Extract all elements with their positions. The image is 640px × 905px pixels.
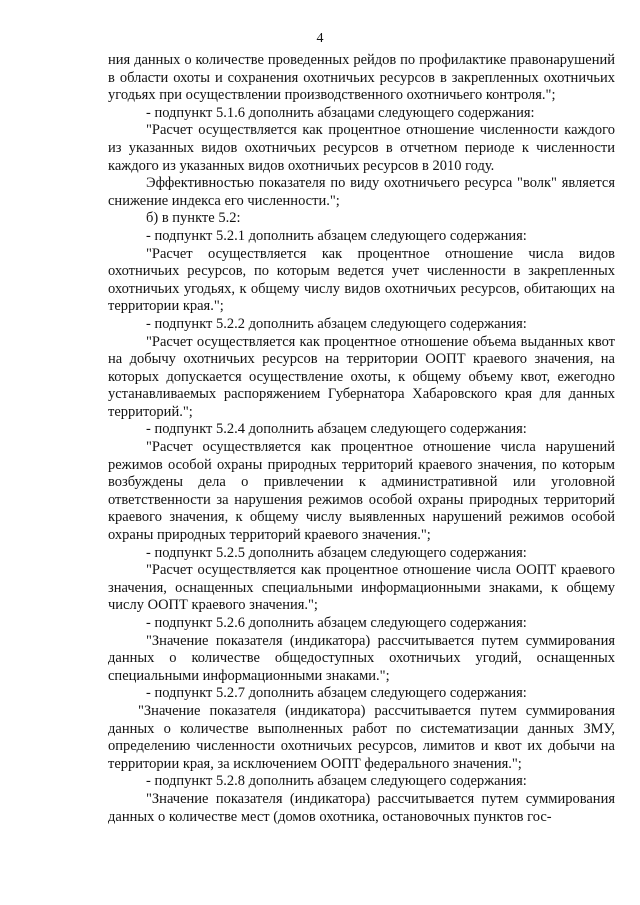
paragraph: "Расчет осуществляется как процентное отношение объема выданных квот на добычу охотничьих ресурсов на территории ООПТ краевого значения, на которых допускается осуществление охоты, к общему объему квот, ежегодно устанавливаемых распоряжением Губернатора Хабаровского края для данных территорий."; xyxy=(108,333,615,420)
paragraph: "Значение показателя (индикатора) рассчитывается путем суммирования данных о количестве выполненных работ по систематизации данных ЗМУ, определению численности охотничьих ресурсов, лимитов и квот их добычи на территории края, за исключением ООПТ федерального значения."; xyxy=(108,702,615,772)
paragraph: - подпункт 5.2.4 дополнить абзацем следующего содержания: xyxy=(146,421,527,438)
paragraph: - подпункт 5.2.2 дополнить абзацем следующего содержания: xyxy=(146,315,527,332)
paragraph: - подпункт 5.2.5 дополнить абзацем следующего содержания: xyxy=(146,544,527,561)
page-number: 4 xyxy=(316,31,324,46)
document-body xyxy=(108,52,615,826)
paragraph: "Расчет осуществляется как процентное отношение числа ООПТ краевого значения, оснащенных специальными информационными знаками, к общему числу ООПТ краевого значения."; xyxy=(108,562,615,614)
paragraph: - подпункт 5.2.1 дополнить абзацем следующего содержания: xyxy=(146,227,527,244)
paragraph: "Значение показателя (индикатора) рассчитывается путем суммирования данных о количестве общедоступных охотничьих угодий, оснащенных специальными информационными знаками."; xyxy=(108,632,615,684)
paragraph: "Расчет осуществляется как процентное отношение числа нарушений режимов особой охраны природных территорий краевого значения, по которым возбуждены дела о привлечении к административной или уголовной ответственности за нарушения режимов особой охраны природных территорий краевого значения, к общему числу выявленных нарушений режимов особой охраны природных территорий краевого значения."; xyxy=(108,439,615,544)
paragraph: Эффективностью показателя по виду охотничьего ресурса "волк" является снижение индекса его численности."; xyxy=(108,175,615,209)
paragraph: "Значение показателя (индикатора) рассчитывается путем суммирования данных о количестве мест (домов охотника, остановочных пунктов гос- xyxy=(108,790,615,825)
paragraph: "Расчет осуществляется как процентное отношение численности каждого из указанных видов охотничьих ресурсов в отчетном периоде к численности каждого из указанных видов охотничьих ресурсов в 2010 году. xyxy=(108,122,615,174)
paragraph: - подпункт 5.2.7 дополнить абзацем следующего содержания: xyxy=(146,685,527,702)
paragraph: - подпункт 5.1.6 дополнить абзацами следующего содержания: xyxy=(146,104,535,121)
paragraph: б) в пункте 5.2: xyxy=(146,210,241,227)
paragraph: - подпункт 5.2.6 дополнить абзацем следующего содержания: xyxy=(146,615,527,631)
paragraph: ния данных о количестве проведенных рейдов по профилактике правонарушений в области охоты и сохранения охотничьих ресурсов в закрепленных охотничьих угодьях при осуществлении производственного охотничьего контроля."; xyxy=(108,52,615,104)
paragraph: "Расчет осуществляется как процентное отношение числа видов охотничьих ресурсов, по которым ведется учет численности в закрепленных охотничьих угодьях, к общему числу видов охотничьих ресурсов, обитающих на территории края."; xyxy=(108,245,615,315)
paragraph: - подпункт 5.2.8 дополнить абзацем следующего содержания: xyxy=(146,773,527,790)
